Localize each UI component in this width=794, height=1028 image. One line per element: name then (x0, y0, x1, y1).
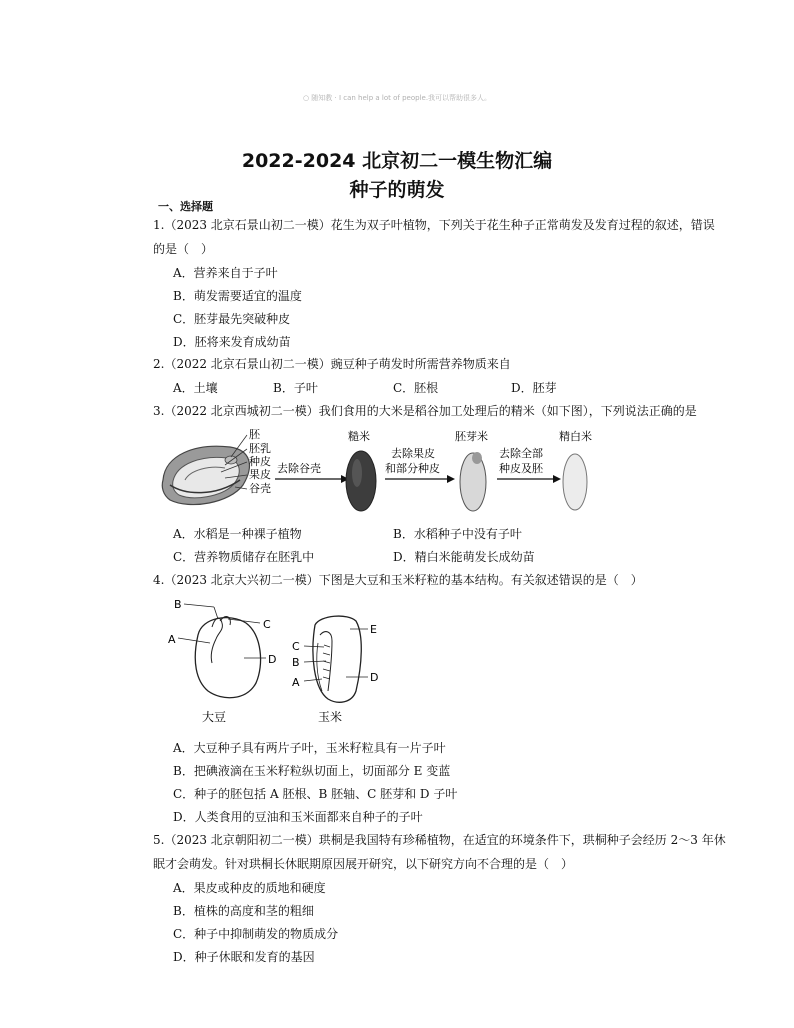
germ-rice-image (460, 453, 486, 511)
q5-stem-line1: 5.（2023 北京朝阳初二一模）珙桐是我国特有珍稀植物，在适宜的环境条件下，珙桐种子会经历 2～3 年休 (153, 833, 726, 847)
q4-option-b: B．把碘液滴在玉米籽粒纵切面上，切面部分 E 变蓝 (173, 764, 451, 778)
q1-option-c: C．胚芽最先突破种皮 (173, 312, 291, 326)
arrow-3-icon (553, 475, 561, 483)
label-jingbai: 精白米 (559, 430, 592, 443)
q3-option-c: C．营养物质储存在胚乳中 (173, 550, 315, 564)
q2-option-c: C．胚根 (393, 381, 439, 395)
q1-option-d: D．胚将来发育成幼苗 (173, 335, 291, 349)
q2-stem: 2.（2022 北京石景山初二一模）豌豆种子萌发时所需营养物质来自 (153, 357, 511, 371)
step3-label-a: 去除全部 (499, 447, 543, 460)
q4-option-a: A．大豆种子具有两片子叶，玉米籽粒具有一片子叶 (173, 741, 446, 755)
soy-label-c: C (263, 618, 271, 631)
label-peiya: 胚芽米 (455, 430, 488, 443)
section-heading: 一、选择题 (158, 200, 213, 213)
label-pei: 胚 (249, 428, 260, 441)
corn-caption: 玉米 (318, 710, 343, 724)
q3-stem: 3.（2022 北京西城初二一模）我们食用的大米是稻谷加工处理后的精米（如下图），下列说法正确的是 (153, 404, 697, 418)
corn-label-a: A (292, 676, 300, 689)
label-guopi: 果皮 (249, 468, 271, 481)
white-rice-image (563, 454, 587, 510)
step3-label-b: 种皮及胚 (499, 462, 543, 475)
soybean-seed-drawing (195, 617, 260, 698)
page-title: 2022-2024 北京初二一模生物汇编 (241, 150, 553, 172)
step2-label-a: 去除果皮 (391, 447, 435, 460)
q5-option-d: D．种子休眠和发育的基因 (173, 950, 315, 964)
label-zhongpi: 种皮 (249, 455, 271, 468)
corn-label-b: B (292, 656, 300, 669)
q1-stem-line2: 的是（ ） (153, 242, 214, 256)
q2-option-a: A．土壤 (173, 381, 218, 395)
soybean-caption: 大豆 (202, 710, 227, 724)
corn-label-c: C (292, 640, 300, 653)
q2-option-b: B．子叶 (273, 381, 318, 395)
q1-option-b: B．萌发需要适宜的温度 (173, 289, 302, 303)
q5-stem-line2: 眠才会萌发。针对珙桐长休眠期原因展开研究，以下研究方向不合理的是（ ） (153, 857, 574, 871)
q4-stem: 4.（2023 北京大兴初二一模）下图是大豆和玉米籽粒的基本结构。有关叙述错误的是（ ） (153, 573, 643, 587)
corn-label-e: E (370, 623, 377, 636)
q1-stem-line1: 1.（2023 北京石景山初二一模）花生为双子叶植物，下列关于花生种子正常萌发及发育过程的叙述，错误 (153, 218, 715, 232)
seed-figure (160, 595, 400, 730)
step1-label: 去除谷壳 (277, 462, 321, 475)
arrow-2-icon (447, 475, 455, 483)
q5-option-c: C．种子中抑制萌发的物质成分 (173, 927, 339, 941)
label-guke: 谷壳 (249, 482, 271, 495)
q2-option-d: D．胚芽 (511, 381, 557, 395)
q5-option-a: A．果皮或种皮的质地和硬度 (173, 881, 326, 895)
q4-option-d: D．人类食用的豆油和玉米面都来自种子的子叶 (173, 810, 423, 824)
q4-option-c: C．种子的胚包括 A 胚根、B 胚轴、C 胚芽和 D 子叶 (173, 787, 458, 801)
rice-figure (155, 425, 615, 520)
soy-label-b: B (174, 598, 182, 611)
page-subtitle: 种子的萌发 (349, 179, 445, 201)
q1-option-a: A．营养来自于子叶 (173, 266, 278, 280)
q3-option-b: B．水稻种子中没有子叶 (393, 527, 522, 541)
q5-option-b: B．植株的高度和茎的粗细 (173, 904, 314, 918)
soy-label-d: D (268, 653, 277, 666)
label-peiru: 胚乳 (249, 442, 271, 455)
watermark: ○ 随知教 · I can help a lot of people.我可以帮助很多人。 (302, 94, 492, 102)
step2-label-b: 和部分种皮 (385, 462, 440, 475)
q3-option-d: D．精白米能萌发长成幼苗 (393, 550, 535, 564)
rice-grain-with-husk-image (162, 446, 249, 504)
corn-label-d: D (370, 671, 379, 684)
label-cao: 糙米 (348, 430, 370, 443)
q3-option-a: A．水稻是一种裸子植物 (173, 527, 302, 541)
soy-label-a: A (168, 633, 176, 646)
